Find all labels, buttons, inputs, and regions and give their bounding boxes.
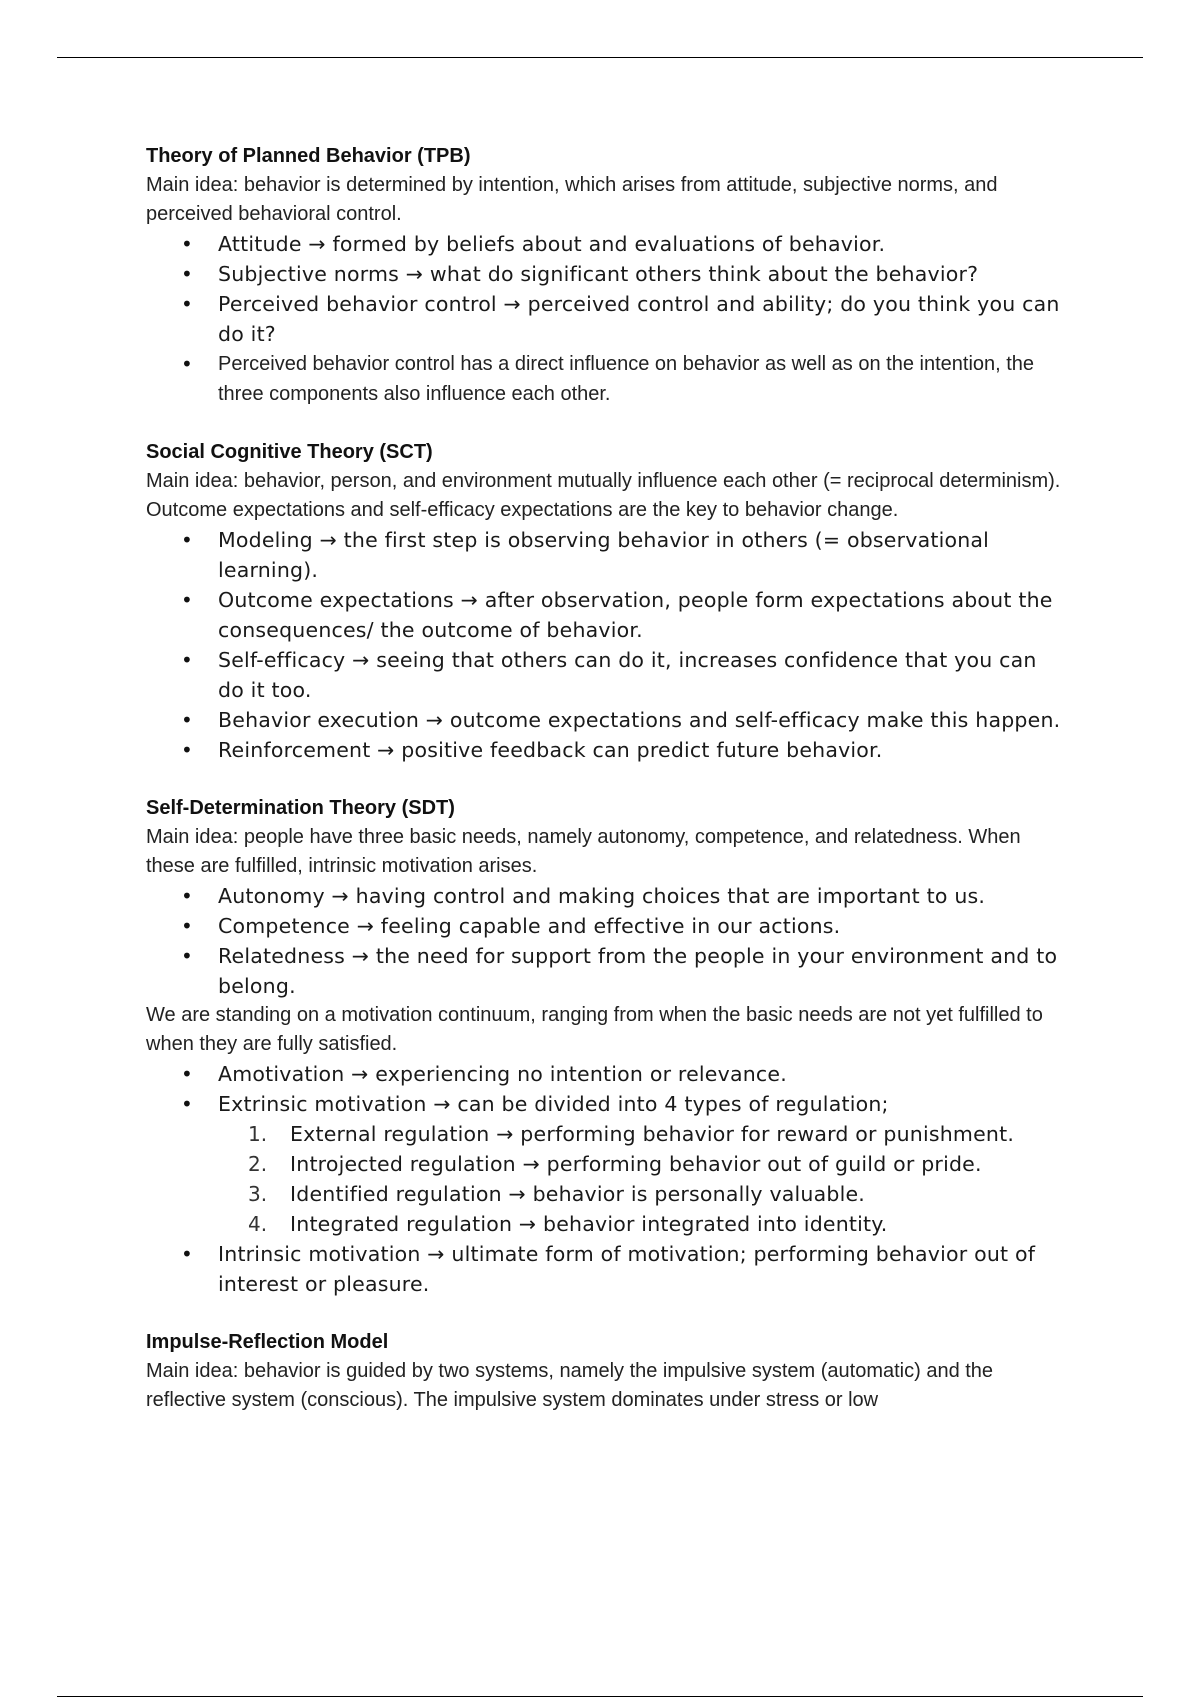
item-number: 2. [248, 1152, 268, 1176]
header-rule [57, 57, 1143, 58]
list-item: • Modeling → the first step is observing behavior in others (= observational learning). [146, 525, 1066, 585]
bullet-list [146, 881, 1066, 1001]
list-item: • Perceived behavior control → perceived control and ability; do you think you can do it? [146, 289, 1066, 349]
main-idea: Main idea: behavior is guided by two systems, namely the impulsive system (automatic) and the reflective system (conscious). The impulsive system dominates under stress or low [146, 1360, 994, 1411]
item-number: 1. [248, 1122, 268, 1146]
list-item: • Relatedness → the need for support from the people in your environment and to belong. [146, 941, 1066, 1001]
section-tpb [146, 142, 1066, 409]
spacer [146, 765, 1066, 794]
list-item: • Subjective norms → what do significant others think about the behavior? [146, 259, 1066, 289]
numbered-list [218, 1119, 1066, 1239]
list-item: • Outcome expectations → after observation, people form expectations about the consequences/ the outcome of behavior. [146, 585, 1066, 645]
list-item: • Intrinsic motivation → ultimate form of motivation; performing behavior out of interest or pleasure. [146, 1239, 1066, 1299]
item-text: Identified regulation → behavior is personally valuable. [290, 1182, 866, 1206]
list-item: • Behavior execution → outcome expectations and self-efficacy make this happen. [146, 705, 1066, 735]
footer-rule [57, 1696, 1143, 1697]
item-text: External regulation → performing behavior for reward or punishment. [290, 1122, 1015, 1146]
main-idea: Main idea: behavior, person, and environment mutually influence each other (= reciprocal determinism). Outcome expectations and self-efficacy expectations are the key to behavior change. [146, 470, 1061, 521]
bullet-list [146, 1059, 1066, 1299]
spacer [146, 1299, 1066, 1328]
list-item: • Reinforcement → positive feedback can predict future behavior. [146, 735, 1066, 765]
list-item: • Competence → feeling capable and effective in our actions. [146, 911, 1066, 941]
section-irm [146, 1328, 1066, 1415]
numbered-item [218, 1209, 1066, 1239]
numbered-item [218, 1119, 1066, 1149]
section-heading: Self-Determination Theory (SDT) [146, 797, 455, 819]
bullet-list [146, 525, 1066, 765]
section-sdt [146, 794, 1066, 1299]
list-item: • Self-efficacy → seeing that others can do it, increases confidence that you can do it too. [146, 645, 1066, 705]
item-number: 3. [248, 1182, 268, 1206]
main-idea: Main idea: behavior is determined by intention, which arises from attitude, subjective norms, and perceived behavioral control. [146, 174, 998, 225]
list-item: • Amotivation → experiencing no intention or relevance. [146, 1059, 1066, 1089]
section-heading: Impulse-Reflection Model [146, 1331, 389, 1353]
item-number: 4. [248, 1212, 268, 1236]
list-item-text: • Extrinsic motivation → can be divided into 4 types of regulation; [218, 1092, 889, 1116]
section-heading: Theory of Planned Behavior (TPB) [146, 145, 471, 167]
section-heading: Social Cognitive Theory (SCT) [146, 441, 433, 463]
list-item: • Attitude → formed by beliefs about and evaluations of behavior. [146, 229, 1066, 259]
numbered-item [218, 1149, 1066, 1179]
section-sct [146, 438, 1066, 765]
list-item: • Perceived behavior control has a direct influence on behavior as well as on the intention, the three components also influence each other. [146, 349, 1066, 409]
main-idea: Main idea: people have three basic needs, namely autonomy, competence, and relatedness. When these are fulfilled, intrinsic motivation arises. [146, 826, 1021, 877]
numbered-item [218, 1179, 1066, 1209]
list-item [146, 1089, 1066, 1239]
continuum-paragraph: We are standing on a motivation continuum, ranging from when the basic needs are not yet fulfilled to when they are fully satisfied. [146, 1004, 1043, 1055]
item-text: Integrated regulation → behavior integrated into identity. [290, 1212, 888, 1236]
bullet-list [146, 229, 1066, 409]
list-item: • Autonomy → having control and making choices that are important to us. [146, 881, 1066, 911]
spacer [146, 409, 1066, 438]
document-body [146, 142, 1066, 1415]
item-text: Introjected regulation → performing behavior out of guild or pride. [290, 1152, 982, 1176]
